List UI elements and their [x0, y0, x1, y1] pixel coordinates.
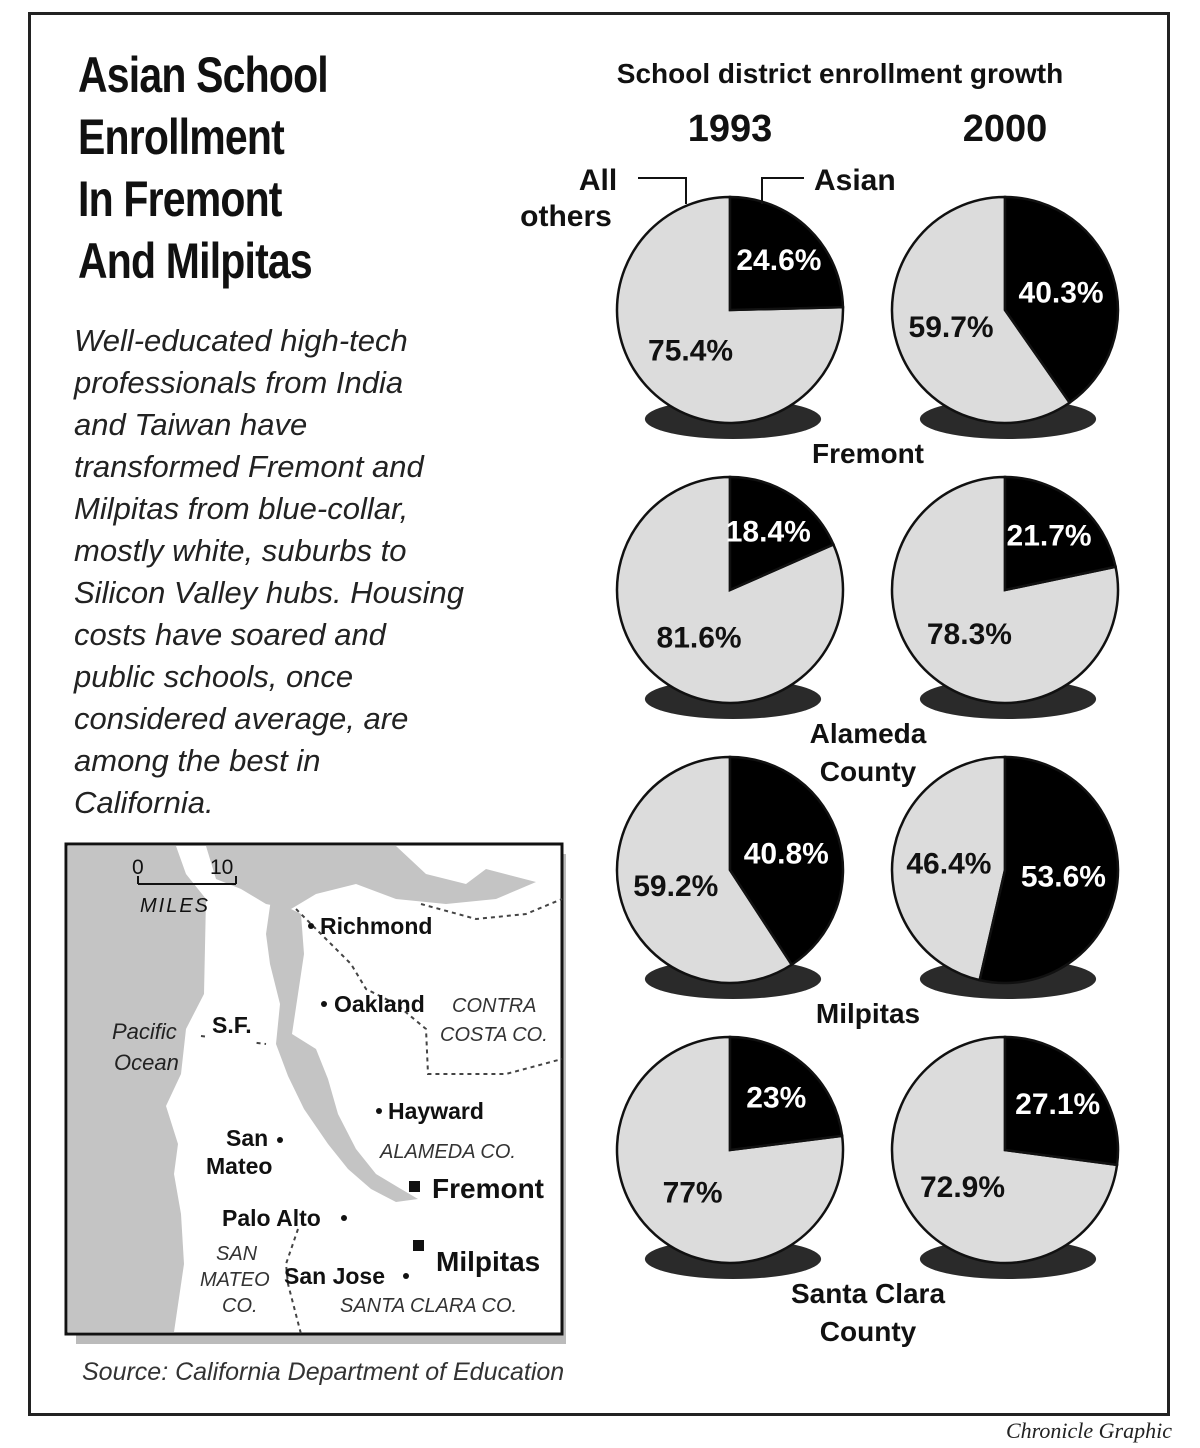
year-label-2000: 2000 [962, 108, 1048, 150]
map-city-label: San Jose [284, 1263, 385, 1289]
pie-label-all-others: 78.3% [926, 617, 1012, 651]
pie-label-asian: 40.8% [743, 837, 829, 871]
milpitas-marker [413, 1240, 424, 1251]
map-water-label: Pacific [112, 1019, 177, 1044]
pie-label-asian: 27.1% [1015, 1087, 1101, 1121]
map-fremont-label: Fremont [432, 1173, 544, 1204]
description-line: costs have soared and [74, 617, 386, 652]
pie-label-asian: 24.6% [736, 243, 822, 277]
source-note: Source: California Department of Education [82, 1358, 565, 1386]
chart-title: School district enrollment growth [616, 58, 1064, 89]
pie-label-all-others: 81.6% [656, 621, 742, 655]
title-line: And Milpitas [78, 233, 312, 289]
pie-label-all-others: 77% [662, 1176, 723, 1210]
map-city-label: S.F. [212, 1012, 252, 1038]
year-label-1993: 1993 [687, 108, 773, 150]
description-line: considered average, are [74, 701, 409, 736]
pie-group-label: Milpitas [815, 998, 921, 1029]
pie-label-asian: 21.7% [1006, 519, 1092, 553]
pie-label-all-others: 75.4% [648, 334, 734, 368]
san-jose-dot [403, 1273, 409, 1279]
map-county-label: MATEO [200, 1269, 270, 1291]
graphic-title [78, 44, 422, 292]
description-line: and Taiwan have [74, 407, 308, 442]
description-line: transformed Fremont and [74, 449, 424, 484]
map-county-label: COSTA CO. [440, 1024, 548, 1046]
map-city-label: San [226, 1125, 269, 1151]
pie-label-asian: 40.3% [1018, 276, 1104, 310]
fremont-marker [409, 1181, 420, 1192]
map-city-label: Palo Alto [222, 1205, 321, 1231]
pie-group-label: County [819, 756, 917, 787]
description-line: among the best in [74, 743, 321, 778]
pie-group-label: County [819, 1316, 917, 1347]
description-line: California. [74, 785, 214, 820]
pie-label-all-others: 72.9% [919, 1171, 1006, 1205]
pie-label-asian: 53.6% [1020, 860, 1106, 894]
map-city-label: Hayward [388, 1098, 484, 1124]
scale-unit: MILES [140, 895, 211, 917]
map-county-label: ALAMEDA CO. [380, 1141, 516, 1163]
pie-label-all-others: 59.7% [908, 311, 994, 344]
richmond-dot [308, 923, 314, 929]
pie-label-asian: 23% [746, 1081, 807, 1115]
legend-leader-line [762, 178, 804, 204]
map-county-label: CONTRA [452, 995, 537, 1017]
pie-label-all-others: 46.4% [906, 847, 992, 881]
map-milpitas-label: Milpitas [436, 1246, 541, 1277]
description-line: professionals from India [74, 365, 404, 400]
description-line: Silicon Valley hubs. Housing [74, 575, 465, 610]
oakland-dot [321, 1001, 327, 1007]
palo-alto-dot [341, 1215, 347, 1221]
map-city-label: Oakland [334, 991, 425, 1017]
map-county-label: CO. [222, 1295, 258, 1317]
hayward-dot [376, 1108, 382, 1114]
legend-all-others-label: others [520, 200, 612, 233]
legend-leader-line [638, 178, 686, 204]
pie-group-label: Santa Clara [790, 1278, 946, 1309]
description-line: public schools, once [74, 659, 354, 694]
map-city-label: Mateo [206, 1153, 273, 1179]
map-water-label: Ocean [114, 1050, 179, 1075]
map-county-label: SANTA CLARA CO. [340, 1295, 518, 1317]
title-line: Enrollment [78, 109, 284, 165]
scale-label-zero: 0 [132, 856, 144, 879]
credit-line: Chronicle Graphic [1006, 1418, 1172, 1443]
description-line: mostly white, suburbs to [74, 533, 407, 568]
pie-label-all-others: 59.2% [633, 870, 719, 904]
legend-asian-label: Asian [814, 164, 896, 197]
title-line: Asian School [78, 47, 328, 103]
pie-group-label: Fremont [812, 438, 924, 469]
pie-charts [520, 160, 1150, 1380]
scale-label-ten: 10 [210, 856, 234, 879]
description [74, 320, 544, 824]
map-county-label: SAN [216, 1243, 258, 1265]
title-line: In Fremont [78, 171, 282, 227]
pie-label-asian: 18.4% [725, 515, 811, 549]
legend-all-others-label: All [578, 164, 618, 197]
description-line: Milpitas from blue-collar, [74, 491, 409, 526]
map-city-label: Richmond [320, 913, 433, 939]
bay-area-map [66, 844, 566, 1344]
pie-group-label: Alameda [809, 718, 927, 749]
san-mateo-dot [277, 1137, 283, 1143]
description-line: Well-educated high-tech [74, 323, 408, 358]
